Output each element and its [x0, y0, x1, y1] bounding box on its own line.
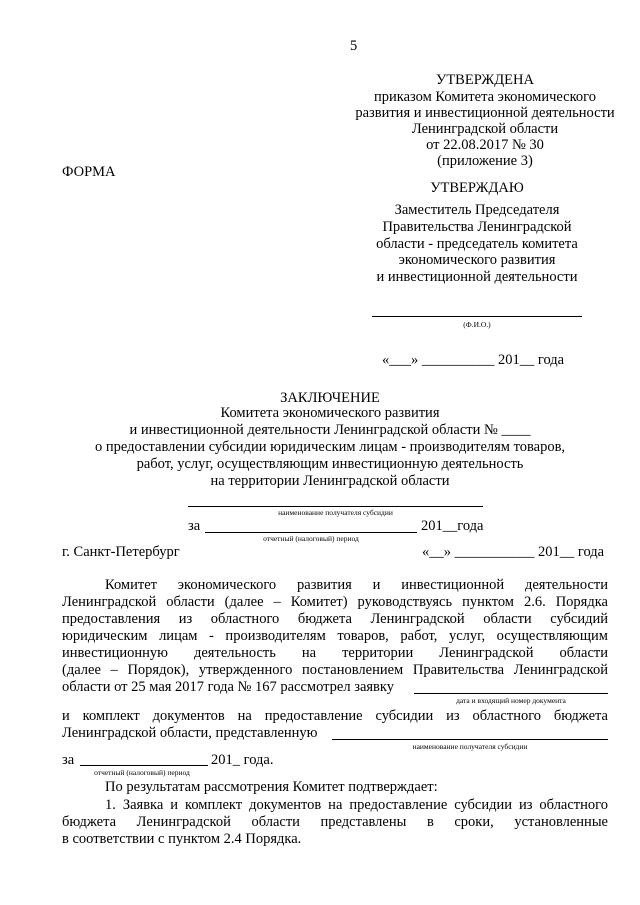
approve-title: УТВЕРЖДАЮ	[430, 180, 524, 196]
body-line: области от 25 мая 2017 года № 167 рассмотрел заявку	[62, 679, 394, 695]
recipient-line	[188, 506, 483, 507]
period-prefix-2: за	[62, 752, 75, 768]
city: г. Санкт-Петербург	[62, 544, 180, 560]
approve-line: и инвестиционной деятельности	[376, 269, 578, 285]
period-prefix: за	[188, 518, 201, 534]
body-line: юридическим лицам - производителям товаров, работ, услуг, осуществляющим	[62, 628, 608, 644]
body-line: в соответствии с пунктом 2.4 Порядка.	[62, 831, 302, 847]
page-number: 5	[350, 38, 358, 54]
conclusion-line: о предоставлении субсидии юридическим лицам - производителям товаров,	[94, 439, 566, 455]
body-line: (далее – Порядок), утвержденного постановлением Правительства Ленинградской	[62, 662, 608, 678]
signature-line	[372, 316, 582, 317]
approve-line: области - председатель комитета	[376, 236, 578, 252]
period-caption-2: отчетный (налоговый) период	[94, 768, 190, 777]
approval-date: от 22.08.2017 № 30	[426, 137, 544, 153]
conclusion-title: ЗАКЛЮЧЕНИЕ	[280, 390, 380, 406]
approve-line: экономического развития	[398, 252, 556, 268]
recipient-caption-2: наименование получателя субсидии	[412, 742, 528, 751]
conclusion-line: и инвестиционной деятельности Ленинградской области № ____	[129, 422, 531, 438]
approval-line: Ленинградской области	[411, 121, 559, 137]
approval-title: УТВЕРЖДЕНА	[436, 72, 534, 88]
approve-line: Заместитель Председателя	[394, 202, 560, 218]
conclusion-line: работ, услуг, осуществляющим инвестиционную деятельность	[136, 456, 524, 472]
recipient-line-2	[332, 739, 608, 740]
period-caption: отчетный (налоговый) период	[263, 534, 359, 543]
body-line: инвестиционную деятельность на территории Ленинградской области	[62, 645, 608, 661]
body-line: Ленинградской области, представленную	[62, 725, 318, 741]
city-date: «__» ___________ 201__ года	[422, 544, 605, 560]
approve-line: Правительства Ленинградской	[382, 219, 572, 235]
body-line: По результатам рассмотрения Комитет подтверждает:	[105, 779, 438, 795]
document-number-line	[414, 693, 608, 694]
recipient-caption: наименование получателя субсидии	[278, 508, 393, 517]
approval-line: приказом Комитета экономического	[373, 89, 597, 105]
approve-date-line: «___» __________ 201__ года	[382, 352, 565, 368]
conclusion-line: Комитета экономического развития	[220, 405, 440, 421]
body-line: Ленинградской области (далее – Комитет) руководствуясь пунктом 2.6. Порядка	[62, 594, 608, 610]
document-number-caption: дата и входящий номер документа	[456, 696, 566, 705]
approval-appendix: (приложение 3)	[437, 153, 533, 169]
body-line: бюджета Ленинградской области представлены в сроки, установленные	[62, 814, 608, 830]
period-suffix: 201__года	[421, 518, 484, 534]
body-line: Комитет экономического развития и инвестиционной деятельности	[105, 577, 608, 593]
body-line: предоставления из областного бюджета Ленинградской области субсидий	[62, 611, 608, 627]
form-label: ФОРМА	[62, 164, 116, 180]
body-line: и комплект документов на предоставление субсидии из областного бюджета	[62, 708, 608, 724]
fio-caption: (Ф.И.О.)	[463, 320, 491, 329]
body-line: 1. Заявка и комплект документов на предоставление субсидии из областного	[105, 797, 608, 813]
period-line	[205, 532, 417, 533]
approval-line: развития и инвестиционной деятельности	[355, 105, 615, 121]
period-suffix-2: 201_ года.	[211, 752, 274, 768]
conclusion-line: на территории Ленинградской области	[210, 473, 450, 489]
period-line-2	[80, 765, 208, 766]
